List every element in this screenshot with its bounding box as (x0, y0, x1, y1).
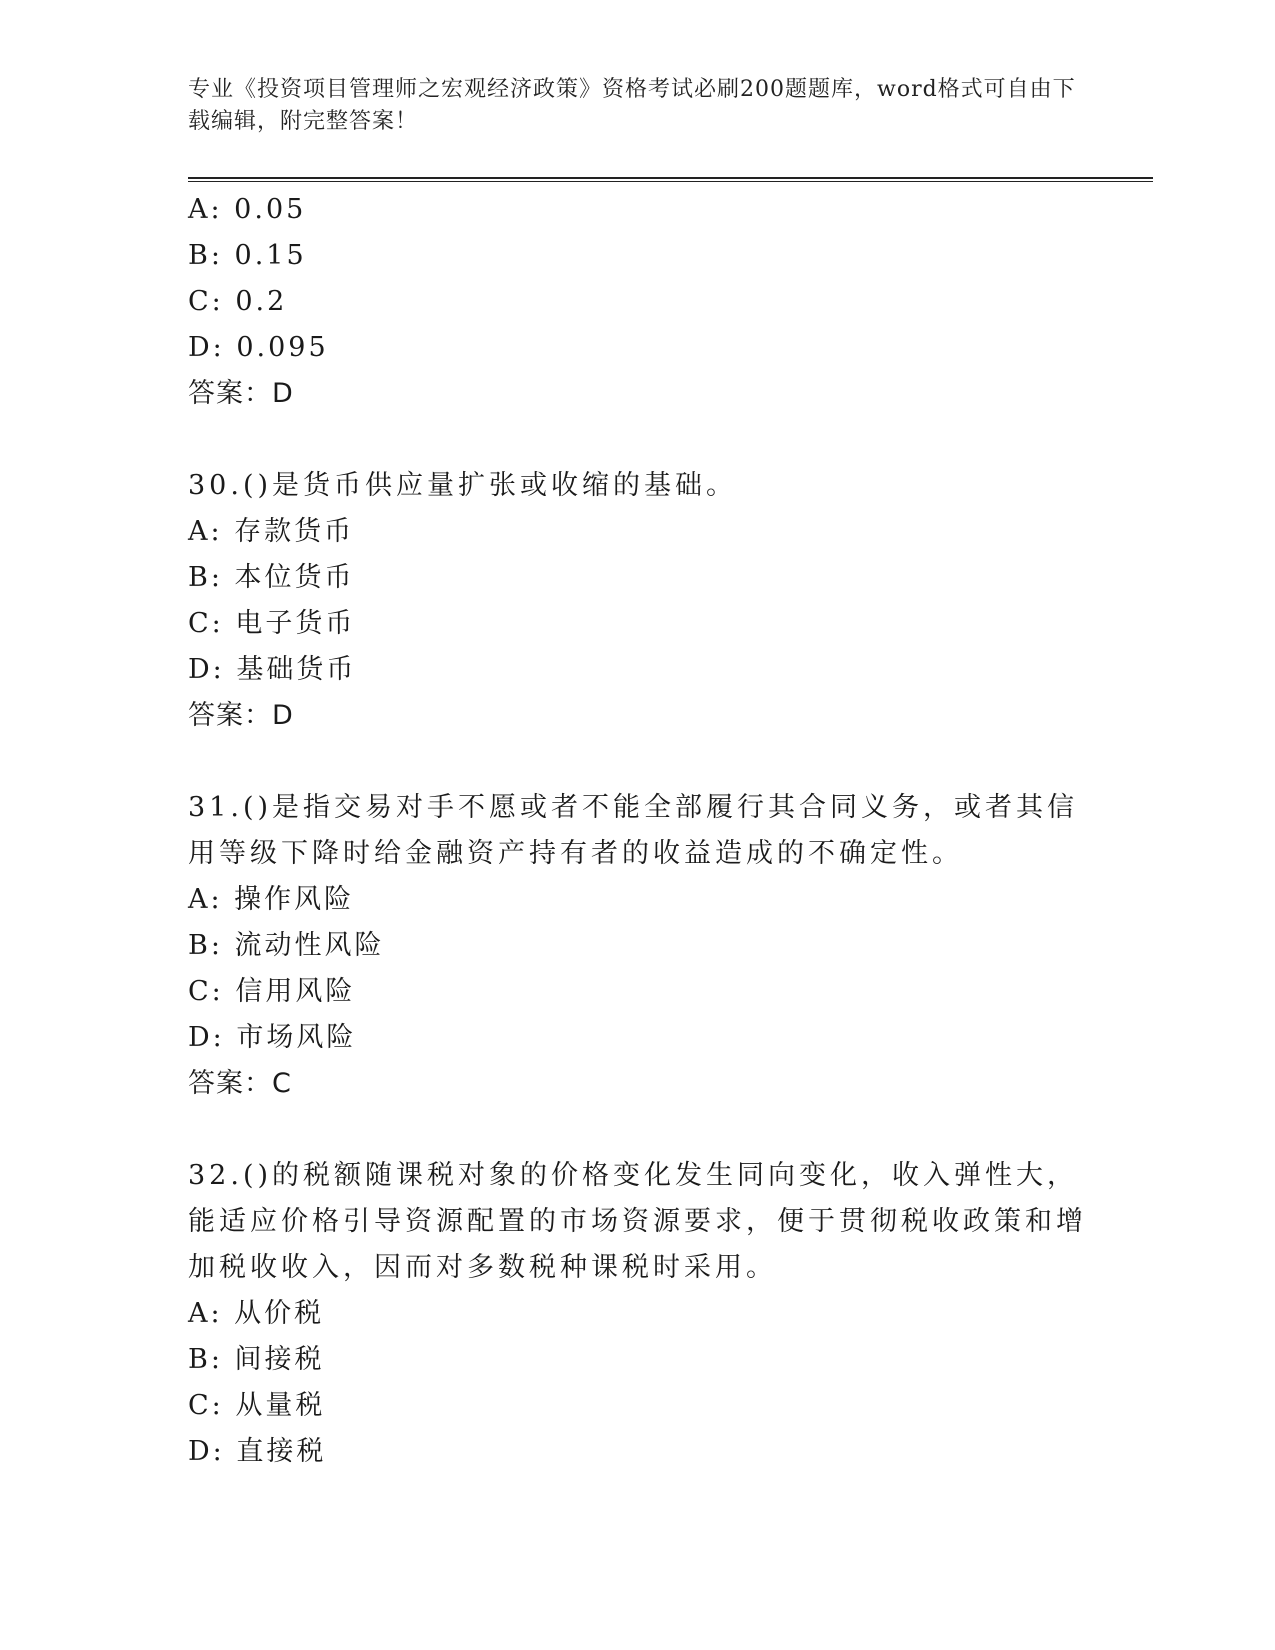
option-c: C: 电子货币 (188, 608, 356, 639)
option-c: C: 0.2 (188, 286, 288, 317)
option-c: C: 信用风险 (188, 976, 356, 1007)
option-d: D: 0.095 (188, 332, 329, 363)
answer: 答案：D (188, 700, 294, 731)
option-d: D: 直接税 (188, 1436, 327, 1467)
header-divider (188, 177, 1153, 182)
option-a: A: 0.05 (188, 194, 307, 225)
question-32 (188, 1153, 1088, 1475)
option-a: A: 存款货币 (188, 516, 355, 547)
option-c: C: 从量税 (188, 1390, 326, 1421)
question-stem: 32.()的税额随课税对象的价格变化发生同向变化，收入弹性大，能适应价格引导资源配置的市场资源要求，便于贯彻税收政策和增加税收收入，因而对多数税种课税时采用。 (188, 1160, 1087, 1283)
question-stem: 30.()是货币供应量扩张或收缩的基础。 (188, 470, 738, 501)
question-stem: 31.()是指交易对手不愿或者不能全部履行其合同义务，或者其信用等级下降时给金融资产持有者的收益造成的不确定性。 (188, 792, 1079, 869)
question-list (188, 187, 1088, 1475)
document-header: 专业《投资项目管理师之宏观经济政策》资格考试必刷200题题库，word格式可自由下载编辑，附完整答案！ (188, 77, 1076, 134)
option-d: D: 市场风险 (188, 1022, 357, 1053)
option-a: A: 操作风险 (188, 884, 355, 915)
option-b: B: 0.15 (188, 240, 307, 271)
option-b: B: 间接税 (188, 1344, 325, 1375)
question-29 (188, 187, 1088, 417)
question-31 (188, 785, 1088, 1107)
answer: 答案：D (188, 378, 294, 409)
option-b: B: 本位货币 (188, 562, 355, 593)
question-30 (188, 463, 1088, 739)
answer: 答案：C (188, 1068, 292, 1099)
option-a: A: 从价税 (188, 1298, 325, 1329)
option-d: D: 基础货币 (188, 654, 357, 685)
option-b: B: 流动性风险 (188, 930, 385, 961)
